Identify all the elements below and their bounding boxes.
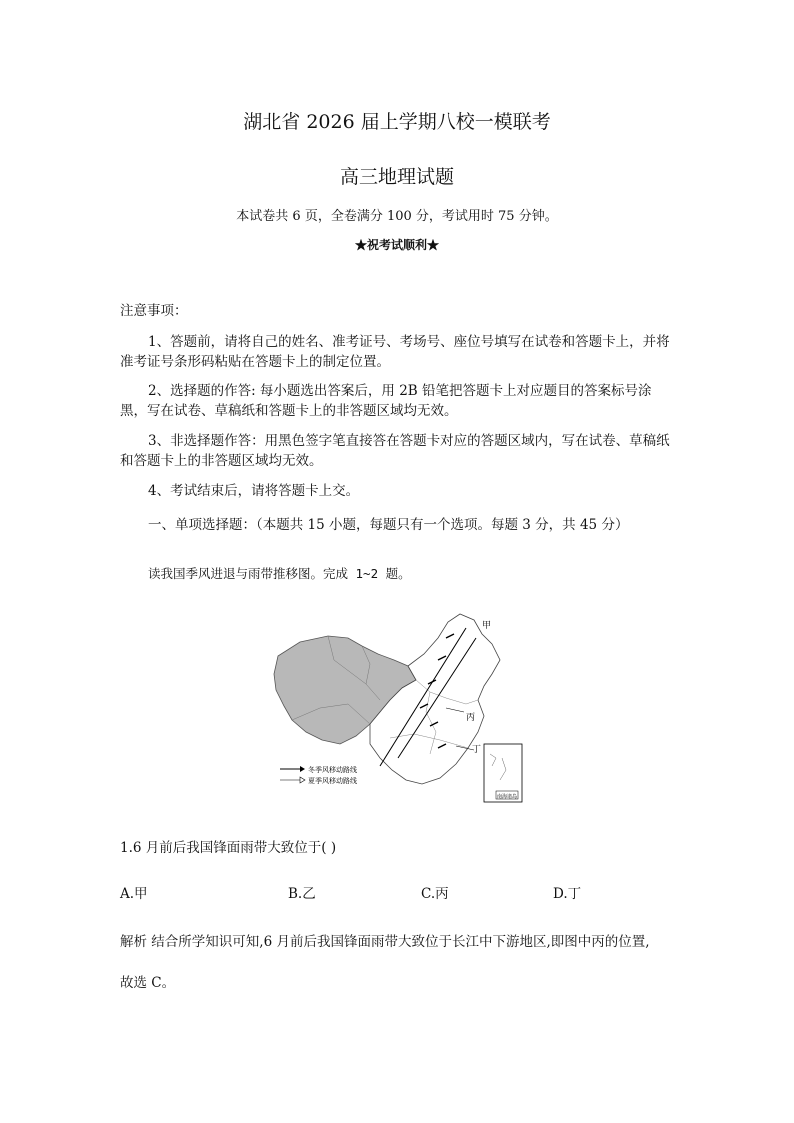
notice-item-3: 3、非选择题作答：用黑色签字笔直接答在答题卡对应的答题区域内，写在试卷、草稿纸和答题卡上的非答题区域均无效。 [120, 433, 670, 469]
notice-item-2: 2、选择题的作答: 每小题选出答案后，用 2B 铅笔把答题卡上对应题目的答案标号涂黑，写在试卷、草稿纸和答题卡上的非答题区域均无效。 [120, 383, 652, 419]
option-b: B.乙 [288, 886, 316, 902]
label-jia: 甲 [482, 621, 492, 631]
notice-item-4: 4、考试结束后，请将答题卡上交。 [148, 483, 360, 499]
legend-summer: 夏季风移动路线 [308, 777, 357, 785]
label-bing: 丙 [466, 713, 476, 723]
option-c: C.丙 [421, 886, 449, 902]
analysis-line-1: 解析 结合所学知识可知,6 月前后我国锋面雨带大致位于长江中下游地区,即图中丙的位置, [120, 934, 650, 950]
subject-title: 高三地理试题 [339, 166, 454, 188]
legend-winter: 冬季风移动路线 [308, 766, 357, 774]
option-a: A.甲 [120, 886, 148, 902]
inset-label: 南海诸岛 [497, 794, 518, 800]
label-ding: 丁 [472, 745, 482, 755]
notice-heading: 注意事项： [120, 303, 188, 319]
section-title: 一、单项选择题：（本题共 15 小题，每题只有一个选项。每题 3 分，共 45 分） [148, 517, 629, 533]
notice-item-1: 1、答题前，请将自己的姓名、准考证号、考场号、座位号填写在试卷和答题卡上，并将准考证号条形码粘贴在答题卡上的制定位置。 [120, 334, 670, 370]
china-monsoon-map [270, 608, 530, 808]
question-1-stem: 1.6 月前后我国锋面雨带大致位于( ) [120, 840, 337, 856]
exam-wish: ★祝考试顺利★ [354, 238, 439, 252]
exam-info: 本试卷共 6 页，全卷满分 100 分，考试用时 75 分钟。 [236, 209, 558, 224]
analysis-line-2: 故选 C。 [120, 975, 176, 991]
exam-title: 湖北省 2026 届上学期八校一模联考 [243, 111, 551, 133]
option-d: D.丁 [553, 886, 582, 902]
question-lead: 读我国季风进退与雨带推移图。完成 1~2 题。 [148, 566, 411, 581]
